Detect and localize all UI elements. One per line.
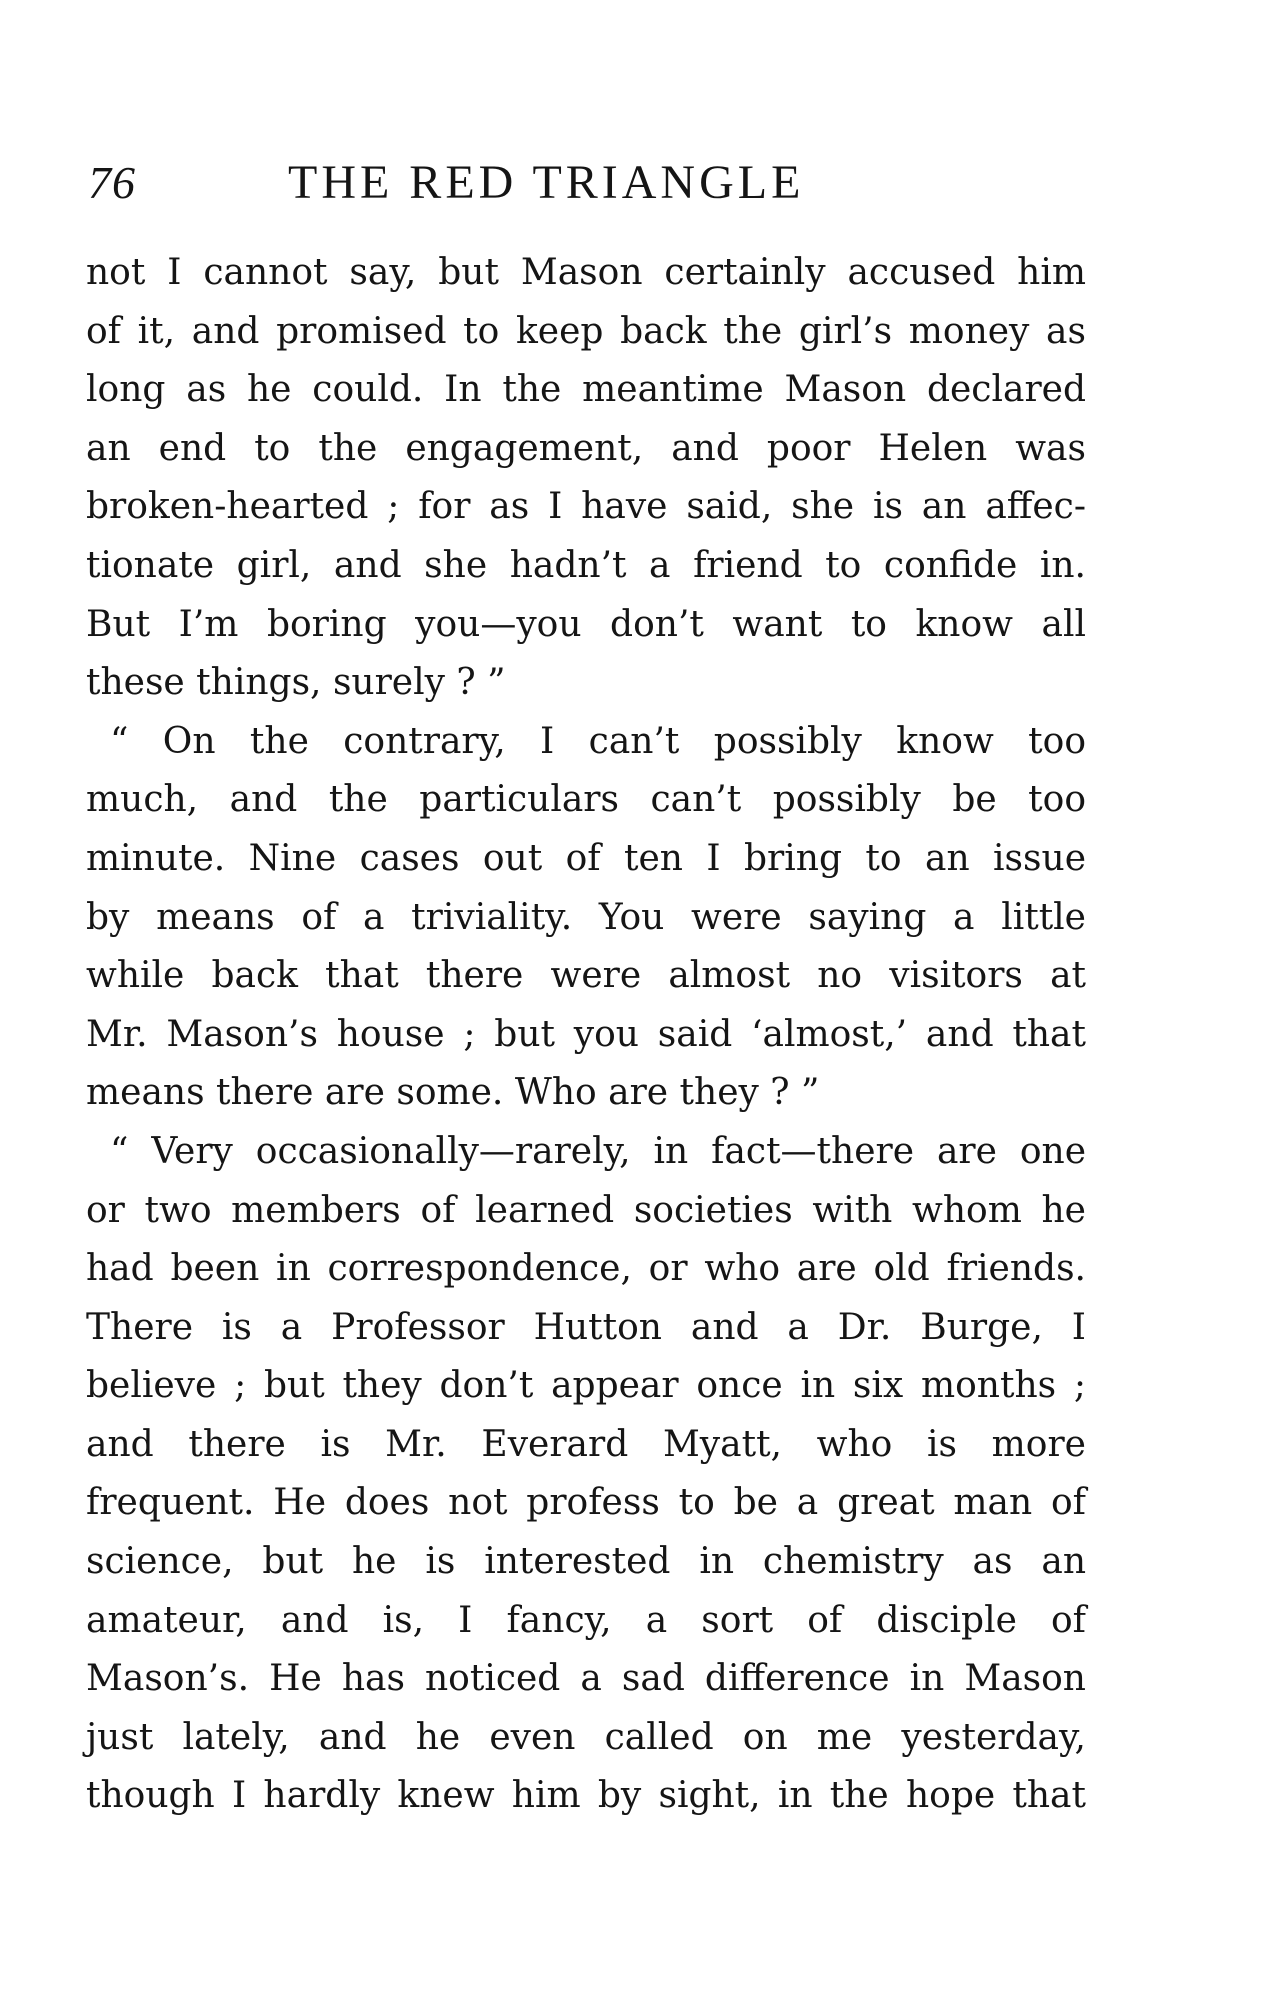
text-line: had been in correspondence, or who are old friends. (86, 1248, 1086, 1290)
text-line: and there is Mr. Everard Myatt, who is more (86, 1423, 1086, 1465)
text-line: amateur, and is, I fancy, a sort of disciple of (86, 1599, 1086, 1641)
text-line: by means of a triviality. You were saying a little (86, 896, 1086, 938)
text-line: of it, and promised to keep back the girl’s money as (86, 310, 1086, 352)
text-line: not I cannot say, but Mason certainly accused him (86, 252, 1086, 293)
text-line: an end to the engagement, and poor Helen was (86, 427, 1086, 469)
text-line: “ Very occasionally—rarely, in fact—there are one (110, 1130, 1086, 1172)
text-line: these things, surely ? ” (86, 662, 506, 704)
text-line: frequent. He does not profess to be a great man of (86, 1482, 1086, 1524)
text-line: means there are some. Who are they ? ” (86, 1072, 820, 1114)
text-line: believe ; but they don’t appear once in six months ; (86, 1365, 1086, 1407)
book-title: THE RED TRIANGLE (288, 156, 805, 209)
text-line: minute. Nine cases out of ten I bring to an issue (86, 837, 1086, 879)
text-line: long as he could. In the meantime Mason declared (86, 369, 1086, 411)
text-line: just lately, and he even called on me yesterday, (86, 1716, 1086, 1758)
text-line: But I’m boring you—you don’t want to know all (86, 603, 1086, 645)
text-line: science, but he is interested in chemistry as an (86, 1541, 1086, 1583)
text-line: though I hardly knew him by sight, in the hope that (86, 1775, 1086, 1817)
text-line: There is a Professor Hutton and a Dr. Burge, I (86, 1306, 1086, 1348)
text-line: “ On the contrary, I can’t possibly know too (110, 720, 1086, 762)
text-line: Mr. Mason’s house ; but you said ‘almost,’ and that (86, 1013, 1086, 1055)
page-number: 76 (88, 157, 136, 208)
text-line: much, and the particulars can’t possibly be too (86, 779, 1086, 821)
text-line: broken-hearted ; for as I have said, she is an affec- (86, 486, 1086, 528)
body-text (86, 244, 1086, 1826)
text-line: tionate girl, and she hadn’t a friend to confide in. (86, 544, 1086, 586)
running-head (88, 148, 1088, 218)
text-line: while back that there were almost no visitors at (86, 955, 1086, 997)
text-line: or two members of learned societies with whom he (86, 1189, 1086, 1231)
text-line: Mason’s. He has noticed a sad difference in Mason (86, 1658, 1086, 1700)
